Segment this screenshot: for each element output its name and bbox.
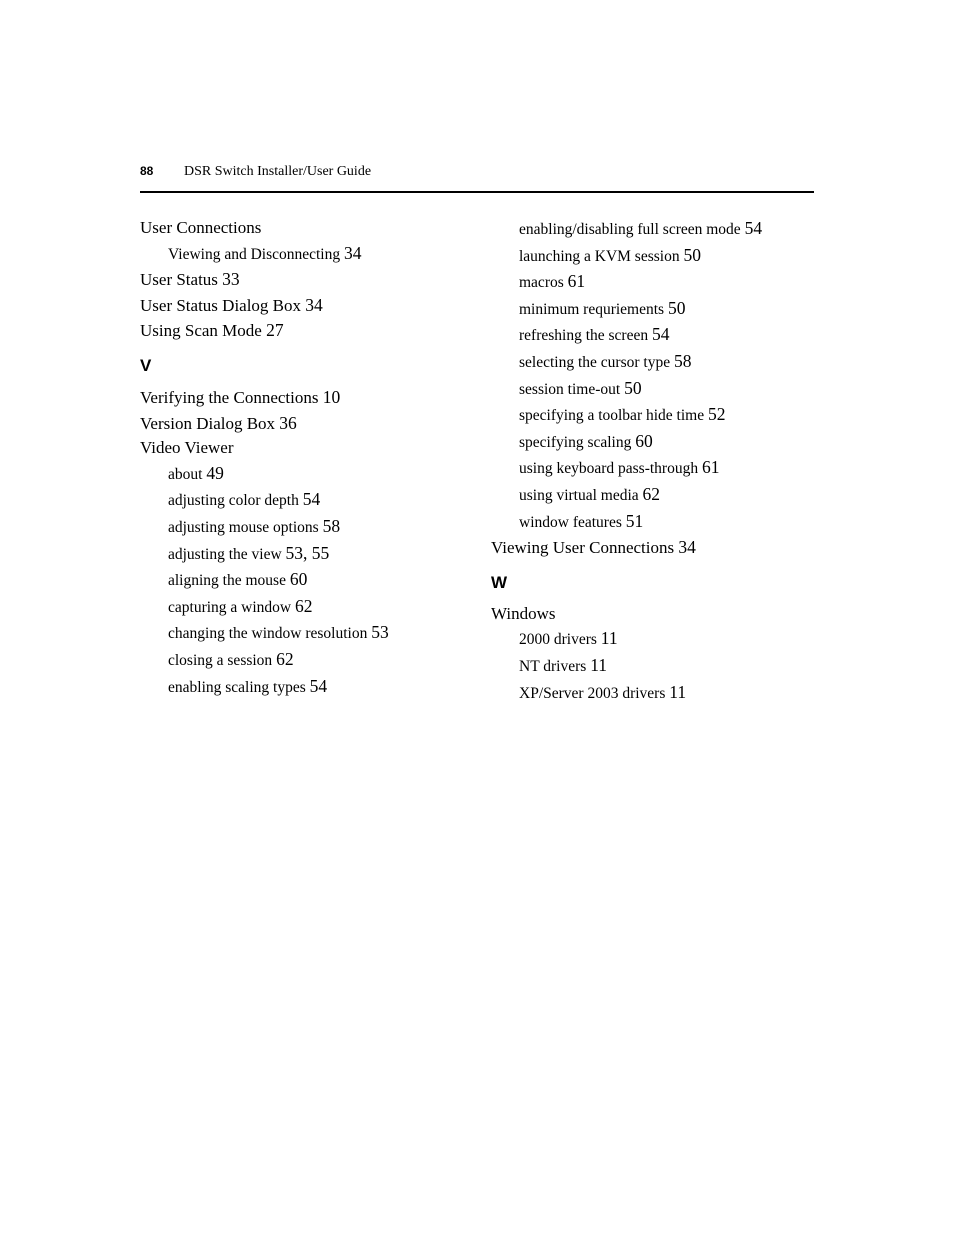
index-term: capturing a window: [168, 598, 292, 616]
page-number: 88: [140, 164, 154, 178]
index-term: NT drivers: [519, 657, 587, 675]
index-term: using keyboard pass-through: [519, 460, 699, 478]
index-term: adjusting color depth: [168, 492, 299, 510]
index-term: Using Scan Mode: [140, 321, 262, 341]
index-page-ref: 27: [266, 320, 284, 341]
index-section-letter: V: [140, 355, 152, 375]
index-term: User Connections: [140, 218, 262, 237]
index-page-ref: 54: [309, 675, 328, 696]
index-page-ref: 58: [673, 350, 692, 371]
index-subentry: [491, 243, 821, 270]
index-page-ref: 51: [625, 510, 644, 531]
index-subentry: [140, 620, 470, 647]
index-term: about: [168, 465, 203, 483]
index-column-right: [491, 216, 821, 706]
index-term: enabling/disabling full screen mode: [519, 221, 741, 238]
index-entry: [140, 385, 470, 411]
index-subentry: [491, 216, 821, 243]
index-page-ref: 53, 55: [285, 542, 330, 563]
index-subentry: [491, 402, 821, 429]
index-term: User Status Dialog Box: [140, 295, 302, 315]
index-page-ref: 54: [651, 324, 670, 345]
index-page-ref: 36: [279, 412, 297, 433]
index-subentry: [491, 455, 821, 482]
index-entry: [140, 436, 470, 461]
index-subentry: [491, 429, 821, 456]
index-page-ref: 53: [371, 622, 389, 643]
index-subentry: [491, 653, 821, 680]
index-subentry: [140, 541, 470, 568]
index-term: Video Viewer: [140, 438, 234, 458]
index-subentry: [491, 269, 821, 296]
index-subentry: [140, 674, 470, 701]
index-section-letter: W: [491, 572, 508, 592]
index-page-ref: 11: [590, 654, 608, 675]
index-subentry: [140, 487, 470, 514]
index-term: selecting the cursor type: [519, 353, 671, 371]
index-term: 2000 drivers: [519, 631, 597, 649]
index-subentry: [140, 241, 470, 268]
index-entry: [140, 293, 470, 319]
index-page-ref: 60: [289, 569, 308, 590]
index-page-ref: 60: [635, 430, 653, 451]
index-term: closing a session: [168, 651, 273, 669]
index-term: using virtual media: [519, 486, 639, 504]
index-term: User Status: [140, 270, 218, 290]
index-term: Viewing User Connections: [491, 538, 675, 558]
index-term: specifying a toolbar hide time: [519, 407, 705, 425]
index-term: specifying scaling: [519, 433, 632, 451]
index-subentry: [140, 647, 470, 674]
running-header-title: DSR Switch Installer/User Guide: [184, 164, 372, 179]
index-term: Viewing and Disconnecting: [168, 245, 341, 263]
index-page-ref: 50: [624, 377, 642, 398]
index-subentry: [140, 514, 470, 541]
index-page-ref: 50: [683, 244, 701, 265]
index-term: macros: [519, 274, 564, 292]
index-entry: [140, 318, 470, 344]
index-page-ref: 11: [600, 628, 618, 649]
index-term: Version Dialog Box: [140, 413, 276, 433]
index-page-ref: 50: [667, 297, 686, 318]
index-page-ref: 10: [322, 386, 341, 407]
index-subentry: [491, 626, 821, 653]
index-subentry: [140, 594, 470, 621]
index-page-ref: 34: [344, 242, 362, 263]
index-entry: [491, 535, 821, 561]
index-subentry: [140, 567, 470, 594]
index-term: Windows: [491, 603, 556, 623]
index-page-ref: 62: [276, 648, 294, 669]
index-page-ref: 49: [206, 462, 224, 483]
index-subentry: [491, 322, 821, 349]
index-term: XP/Server 2003 drivers: [519, 684, 666, 702]
index-page-ref: 34: [305, 294, 323, 315]
index-entry: [491, 602, 821, 627]
index-page-ref: 54: [302, 489, 321, 510]
page-header: [140, 163, 814, 193]
index-page-ref: 58: [322, 515, 341, 536]
index-term: window features: [519, 513, 622, 531]
index-subentry: [491, 482, 821, 509]
index-term: launching a KVM session: [519, 247, 680, 265]
index-term: adjusting the view: [168, 545, 282, 563]
index-term: session time-out: [519, 380, 621, 398]
index-term: changing the window resolution: [168, 625, 368, 643]
index-column-left: [140, 216, 470, 700]
index-term: Verifying the Connections: [140, 387, 319, 407]
index-page-ref: 52: [707, 404, 726, 425]
index-entry: [140, 267, 470, 293]
index-entry: [140, 216, 470, 241]
index-page-ref: 61: [567, 271, 586, 292]
index-subentry: [491, 296, 821, 323]
index-page-ref: 62: [294, 595, 313, 616]
index-subentry: [491, 509, 821, 536]
index-subentry: [491, 376, 821, 403]
index-subentry: [491, 349, 821, 376]
index-page-ref: 11: [669, 681, 687, 702]
index-page-ref: 61: [701, 457, 720, 478]
index-page-ref: 62: [642, 483, 661, 504]
index-term: minimum requriements: [519, 300, 665, 318]
index-subentry: [140, 461, 470, 488]
index-term: enabling scaling types: [168, 678, 306, 696]
index-term: adjusting mouse options: [168, 518, 319, 536]
index-entry: [140, 411, 470, 437]
index-page-ref: 33: [222, 269, 240, 290]
index-term: aligning the mouse: [168, 572, 286, 590]
index-page-ref: 34: [678, 537, 696, 558]
index-term: refreshing the screen: [519, 327, 649, 345]
index-subentry: [491, 680, 821, 707]
index-page-ref: 54: [744, 218, 763, 238]
